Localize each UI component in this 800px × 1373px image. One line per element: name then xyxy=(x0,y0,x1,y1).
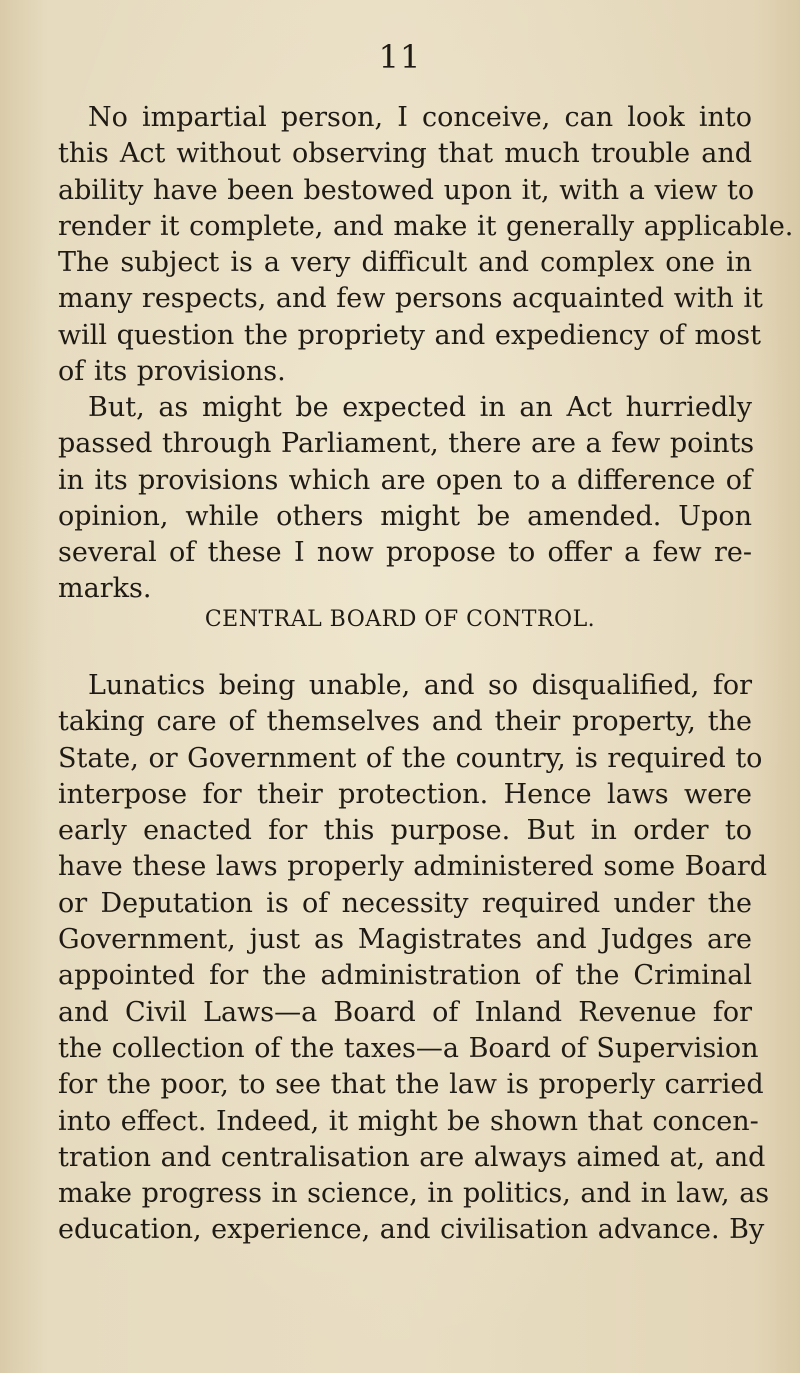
text-line: into effect. Indeed, it might be shown that concen- xyxy=(58,1105,759,1137)
paragraph-3 xyxy=(58,668,770,1249)
text-line: of its provisions. xyxy=(58,356,286,388)
text-line: in its provisions which are open to a difference of xyxy=(58,464,752,496)
paragraph-1 xyxy=(58,100,794,390)
text-line: this Act without observing that much trouble and xyxy=(58,138,752,170)
text-line: have these laws properly administered some Board xyxy=(58,851,768,883)
text-line: marks. xyxy=(58,573,152,605)
paragraph-2 xyxy=(58,390,755,608)
text-line: taking care of themselves and their property, the xyxy=(58,706,752,738)
text-line: tration and centralisation are always aimed at, and xyxy=(58,1141,766,1173)
text-line: make progress in science, in politics, and in law, as xyxy=(58,1178,770,1210)
text-line: Lunatics being unable, and so disqualified, for xyxy=(88,670,752,701)
section-heading: CENTRAL BOARD OF CONTROL. xyxy=(204,607,596,632)
text-line: render it complete, and make it generally applicable. xyxy=(58,210,794,242)
text-line: No impartial person, I conceive, can look into xyxy=(88,102,752,133)
text-line: many respects, and few persons acquainted with it xyxy=(58,283,763,315)
text-line: the collection of the taxes—a Board of Supervision xyxy=(58,1032,759,1064)
text-line: or Deputation is of necessity required under the xyxy=(58,887,752,919)
text-line: ability have been bestowed upon it, with a view to xyxy=(58,174,755,206)
page-number: 11 xyxy=(378,38,422,76)
text-line: and Civil Laws—a Board of Inland Revenue for xyxy=(58,996,752,1028)
text-line: Government, just as Magistrates and Judges are xyxy=(58,924,752,956)
text-line: several of these I now propose to offer a few re- xyxy=(58,537,752,569)
text-line: appointed for the administration of the Criminal xyxy=(58,960,752,992)
text-line: will question the propriety and expediency of most xyxy=(58,319,762,351)
text-line: But, as might be expected in an Act hurriedly xyxy=(88,392,752,423)
text-line: early enacted for this purpose. But in order to xyxy=(58,815,752,847)
text-line: opinion, while others might be amended. Upon xyxy=(58,500,752,532)
text-line: The subject is a very difficult and complex one in xyxy=(58,247,752,279)
text-line: interpose for their protection. Hence laws were xyxy=(58,778,752,810)
text-line: for the poor, to see that the law is properly carried xyxy=(58,1069,764,1101)
text-line: State, or Government of the country, is required to xyxy=(58,742,763,774)
text-line: education, experience, and civilisation advance. By xyxy=(58,1214,765,1246)
text-line: passed through Parliament, there are a few points xyxy=(58,428,755,460)
